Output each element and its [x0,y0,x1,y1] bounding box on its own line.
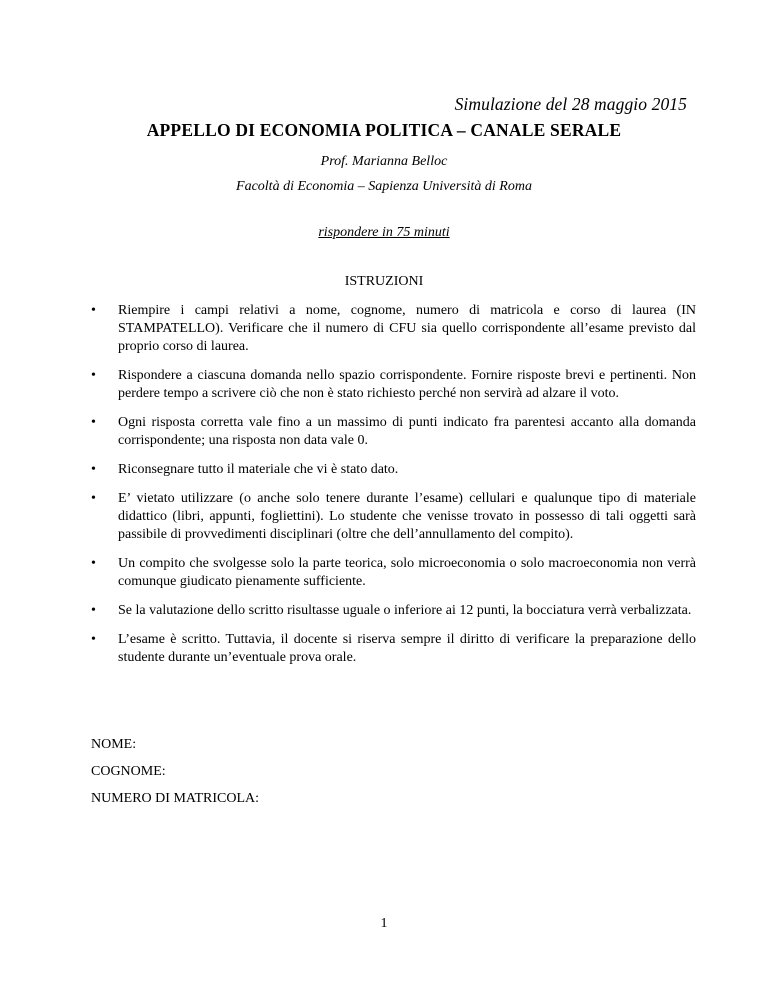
instruction-item [91,302,696,356]
instruction-item [91,490,696,544]
instruction-text: Un compito che svolgesse solo la parte teorica, solo microeconomia o solo macroeconomia non verrà comunque giudicato pienamente sufficiente. [118,556,696,589]
instruction-item [91,461,696,479]
instruction-item [91,602,696,620]
bullet-icon: • [91,491,96,506]
instructions-list [91,302,696,678]
instruction-item [91,631,696,667]
bullet-icon: • [91,303,96,318]
cognome-field-label: COGNOME: [91,764,166,779]
simulation-date: Simulazione del 28 maggio 2015 [454,94,687,114]
student-fields [91,736,259,817]
faculty-name: Facoltà di Economia – Sapienza Università di Roma [236,179,532,194]
bullet-icon: • [91,556,96,571]
page-title: APPELLO DI ECONOMIA POLITICA – CANALE SERALE [146,120,622,140]
bullet-icon: • [91,632,96,647]
page-number: 1 [380,916,388,931]
instruction-item [91,555,696,591]
bullet-icon: • [91,462,96,477]
instruction-item [91,414,696,450]
bullet-icon: • [91,368,96,383]
instruction-text: Riconsegnare tutto il materiale che vi è stato dato. [118,462,399,477]
instructions-heading: ISTRUZIONI [344,274,424,289]
instruction-text: E’ vietato utilizzare (o anche solo tenere durante l’esame) cellulari e qualunque tipo di materiale didattico (libri, appunti, fogliettini). Lo studente che venisse trovato in possesso di tali oggetti sarà passibile di provvedimenti disciplinari (oltre che dell’annullamento del compito). [118,491,696,542]
nome-field-label: NOME: [91,737,137,752]
instruction-text: Riempire i campi relativi a nome, cognome, numero di matricola e corso di laurea (IN STAMPATELLO). Verificare che il numero di CFU sia quello corrispondente all’esame previsto dal proprio corso di laurea. [118,303,696,354]
instruction-text: Se la valutazione dello scritto risultasse uguale o inferiore ai 12 punti, la bocciatura verrà verbalizzata. [118,603,692,618]
professor-name: Prof. Marianna Belloc [320,154,448,169]
instruction-text: Rispondere a ciascuna domanda nello spazio corrispondente. Fornire risposte brevi e pertinenti. Non perdere tempo a scrivere ciò che non è stato richiesto perché non servirà ad alzare il voto. [118,368,696,401]
instruction-item [91,367,696,403]
matricola-field-label: NUMERO DI MATRICOLA: [91,791,259,806]
bullet-icon: • [91,603,96,618]
instruction-text: Ogni risposta corretta vale fino a un massimo di punti indicato fra parentesi accanto alla domanda corrispondente; una risposta non data vale 0. [118,415,696,448]
instruction-text: L’esame è scritto. Tuttavia, il docente si riserva sempre il diritto di verificare la preparazione dello studente durante un’eventuale prova orale. [118,632,696,665]
bullet-icon: • [91,415,96,430]
exam-duration: rispondere in 75 minuti [318,225,450,240]
